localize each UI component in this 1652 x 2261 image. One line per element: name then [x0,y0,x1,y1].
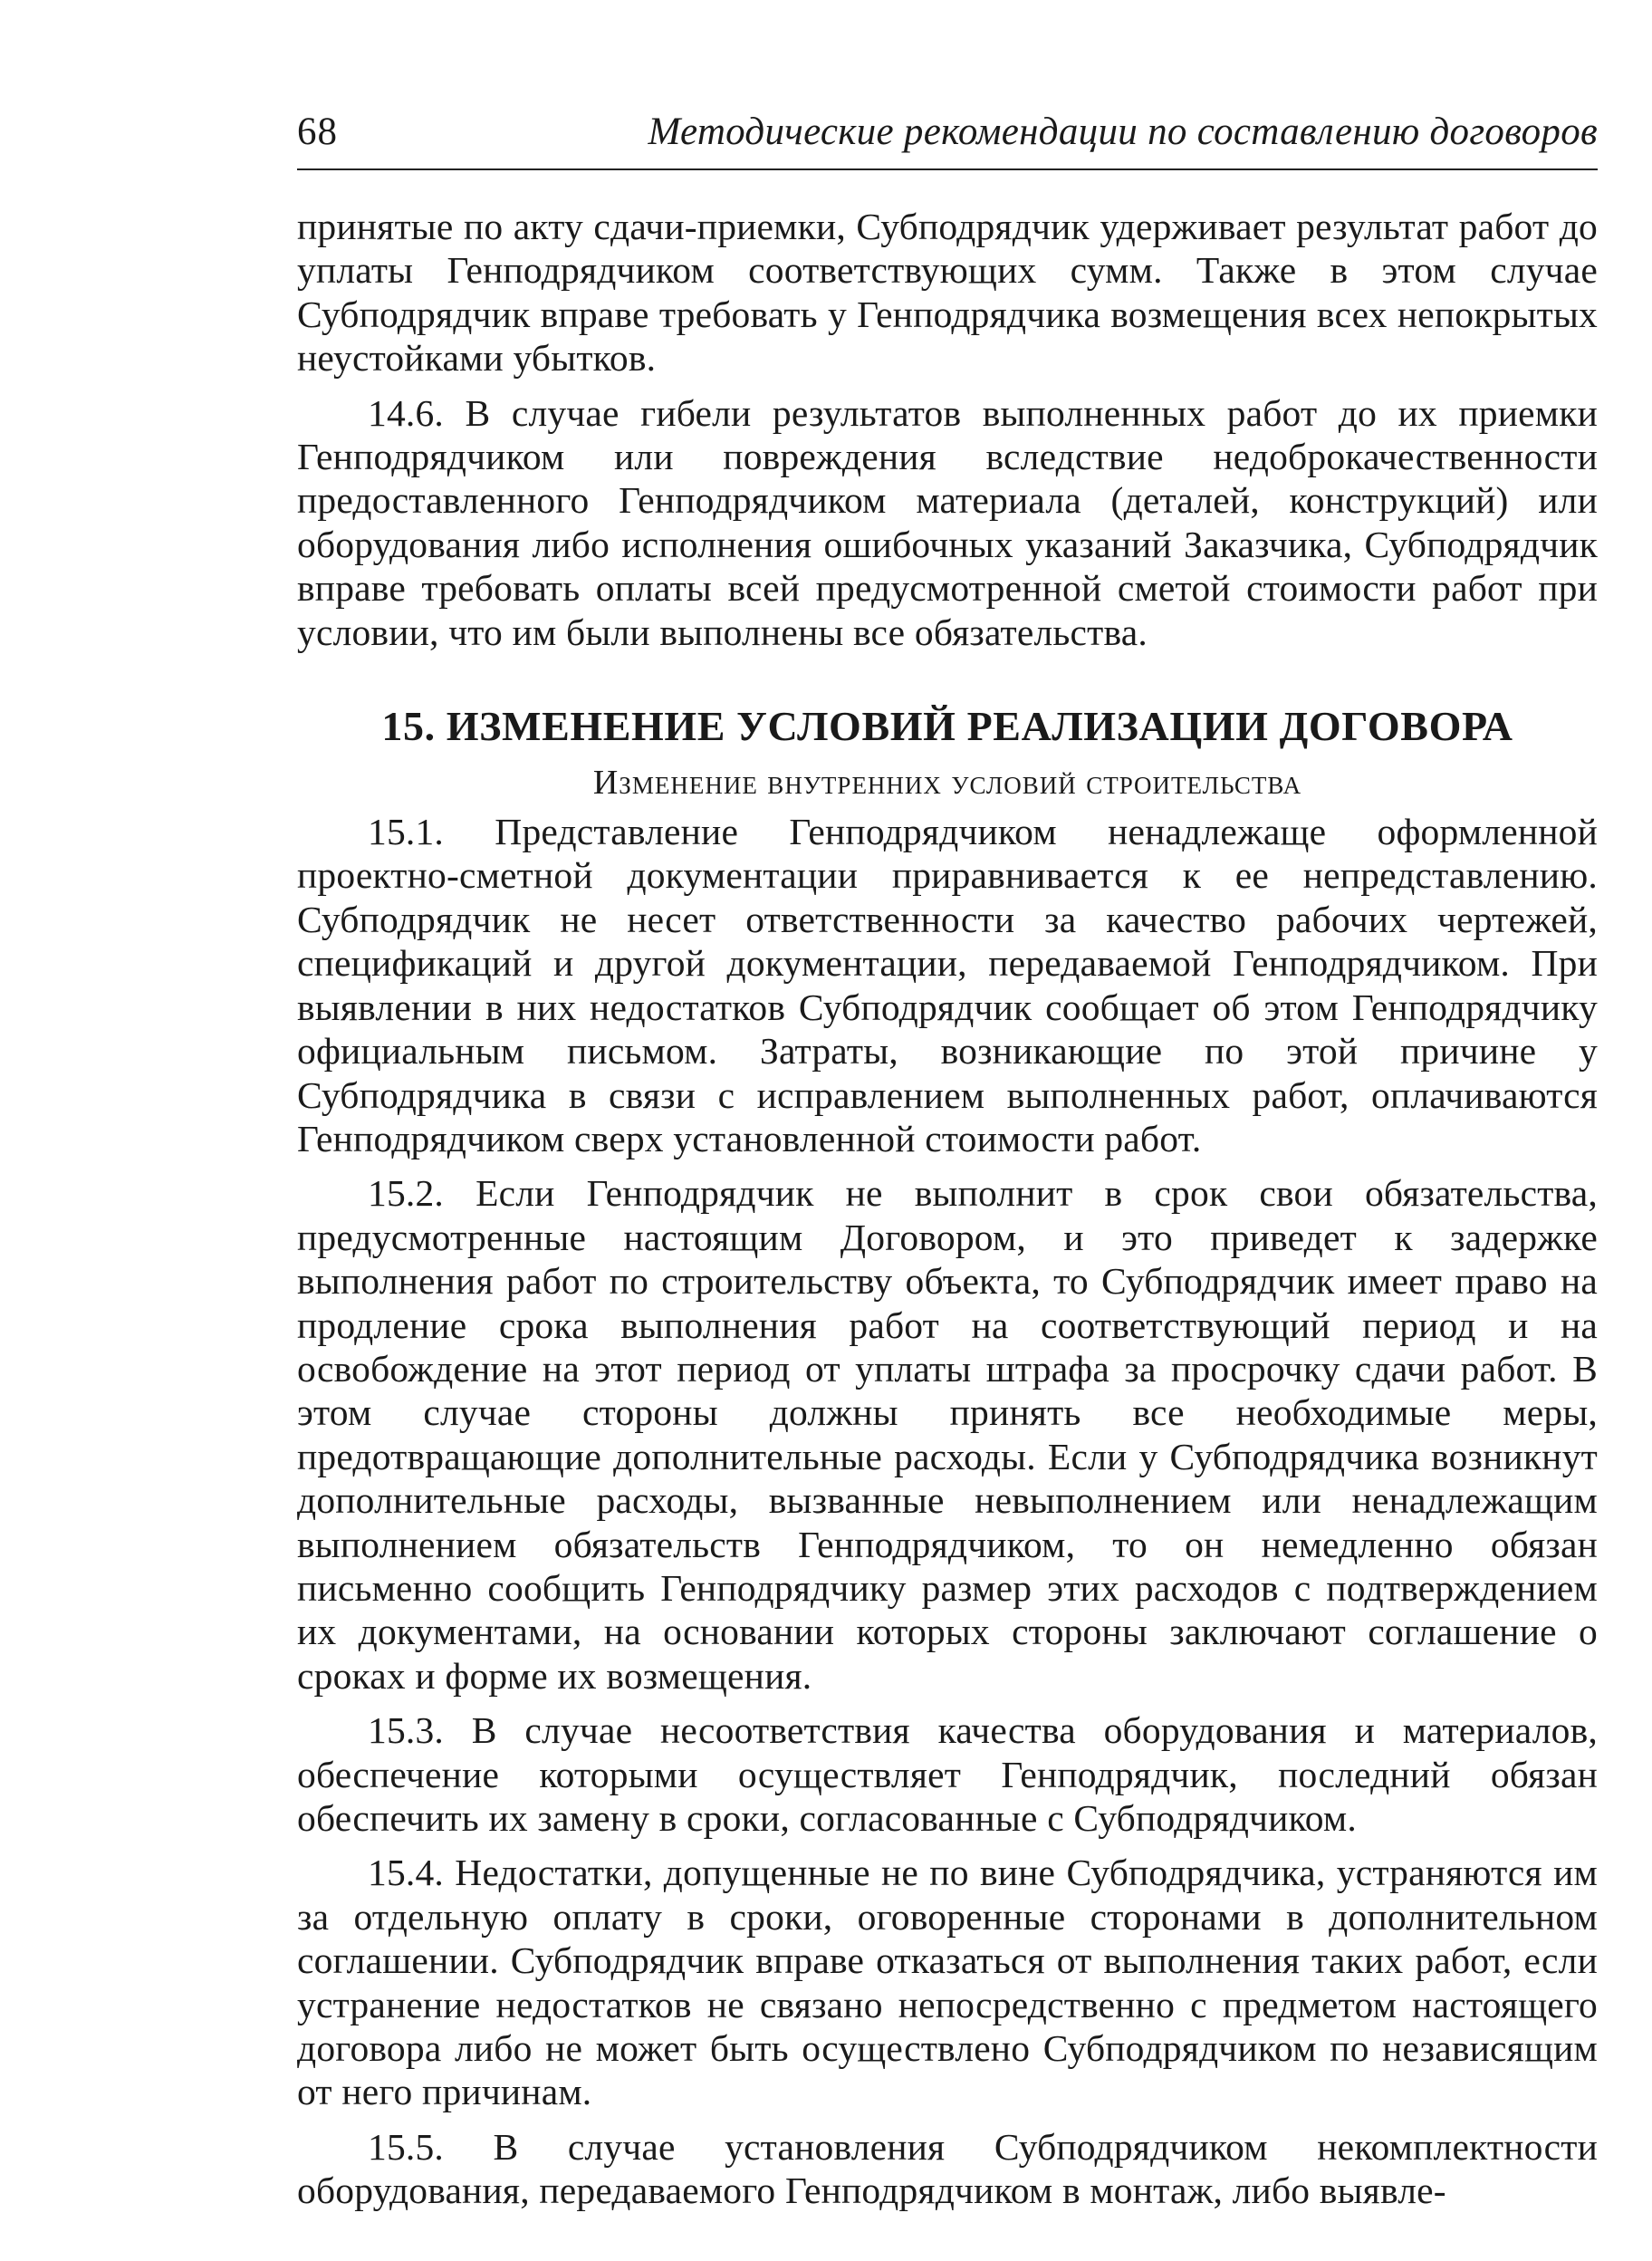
paragraph-continuation: принятые по акту сдачи-приемки, Субподрядчик удерживает результат работ до уплаты Генподрядчиком соответствующих сумм. Также в этом случае Субподрядчик вправе требовать у Генподрядчика возмещения всех непокрытых неустойками убытков. [297,206,1598,380]
document-page [297,109,1598,2213]
page-content [297,205,1598,2213]
clause-14-6: 14.6. В случае гибели результатов выполненных работ до их приемки Генподрядчиком или повреждения вследствие недоброкачественности предоставленного Генподрядчиком материала (деталей, конструкций) или оборудования либо исполнения ошибочных указаний Заказчика, Субподрядчик вправе требовать оплаты всей предусмотренной сметой стоимости работ при условии, что им были выполнены все обязательства. [297,391,1598,653]
running-title: Методические рекомендации по составлению договоров [648,111,1598,153]
clause-15-3: 15.3. В случае несоответствия качества оборудования и материалов, обеспечение которыми осуществляет Генподрядчик, последний обязан обеспечить их замену в сроки, согласованные с Субподрядчиком. [297,1709,1598,1839]
clause-15-1: 15.1. Представление Генподрядчиком ненадлежаще оформленной проектно-сметной документации приравнивается к ее непредставлению. Субподрядчик не несет ответственности за качество рабочих чертежей, спецификаций и другой документации, передаваемой Генподрядчиком. При выявлении в них недостатков Субподрядчик сообщает об этом Генподрядчику официальным письмом. Затраты, возникающие по этой причине у Субподрядчика в связи с исправлением выполненных работ, оплачиваются Генподрядчиком сверх установленной стоимости работ. [297,811,1598,1159]
page-number: 68 [297,111,338,153]
clause-15-2: 15.2. Если Генподрядчик не выполнит в срок свои обязательства, предусмотренные настоящим Договором, и это приведет к задержке выполнения работ по строительству объекта, то Субподрядчик имеет право на продление срока выполнения работ на соответствующий период и на освобождение на этот период от уплаты штрафа за просрочку сдачи работ. В этом случае стороны должны принять все необходимые меры, предотвращающие дополнительные расходы. Если у Субподрядчика возникнут дополнительные расходы, вызванные невыполнением или ненадлежащим выполнением обязательств Генподрядчиком, то он немедленно обязан письменно сообщить Генподрядчику размер этих расходов с подтверждением их документами, на основании которых стороны заключают соглашение о сроках и форме их возмещения. [297,1172,1598,1697]
section-subheading: Изменение внутренних условий строительства [592,764,1302,803]
running-header [297,109,1598,170]
clause-15-4: 15.4. Недостатки, допущенные не по вине Субподрядчика, устраняются им за отдельную оплату в сроки, оговоренные сторонами в дополнительном соглашении. Субподрядчик вправе отказаться от выполнения таких работ, если устранение недостатков не связано непосредственно с предметом настоящего договора либо не может быть осуществлено Субподрядчиком по независящим от него причинам. [297,1852,1598,2113]
clause-15-5: 15.5. В случае установления Субподрядчиком некомплектности оборудования, передаваемого Генподрядчиком в монтаж, либо выявле- [297,2125,1598,2212]
section-heading: 15. ИЗМЕНЕНИЕ УСЛОВИЙ РЕАЛИЗАЦИИ ДОГОВОРА [381,703,1513,750]
